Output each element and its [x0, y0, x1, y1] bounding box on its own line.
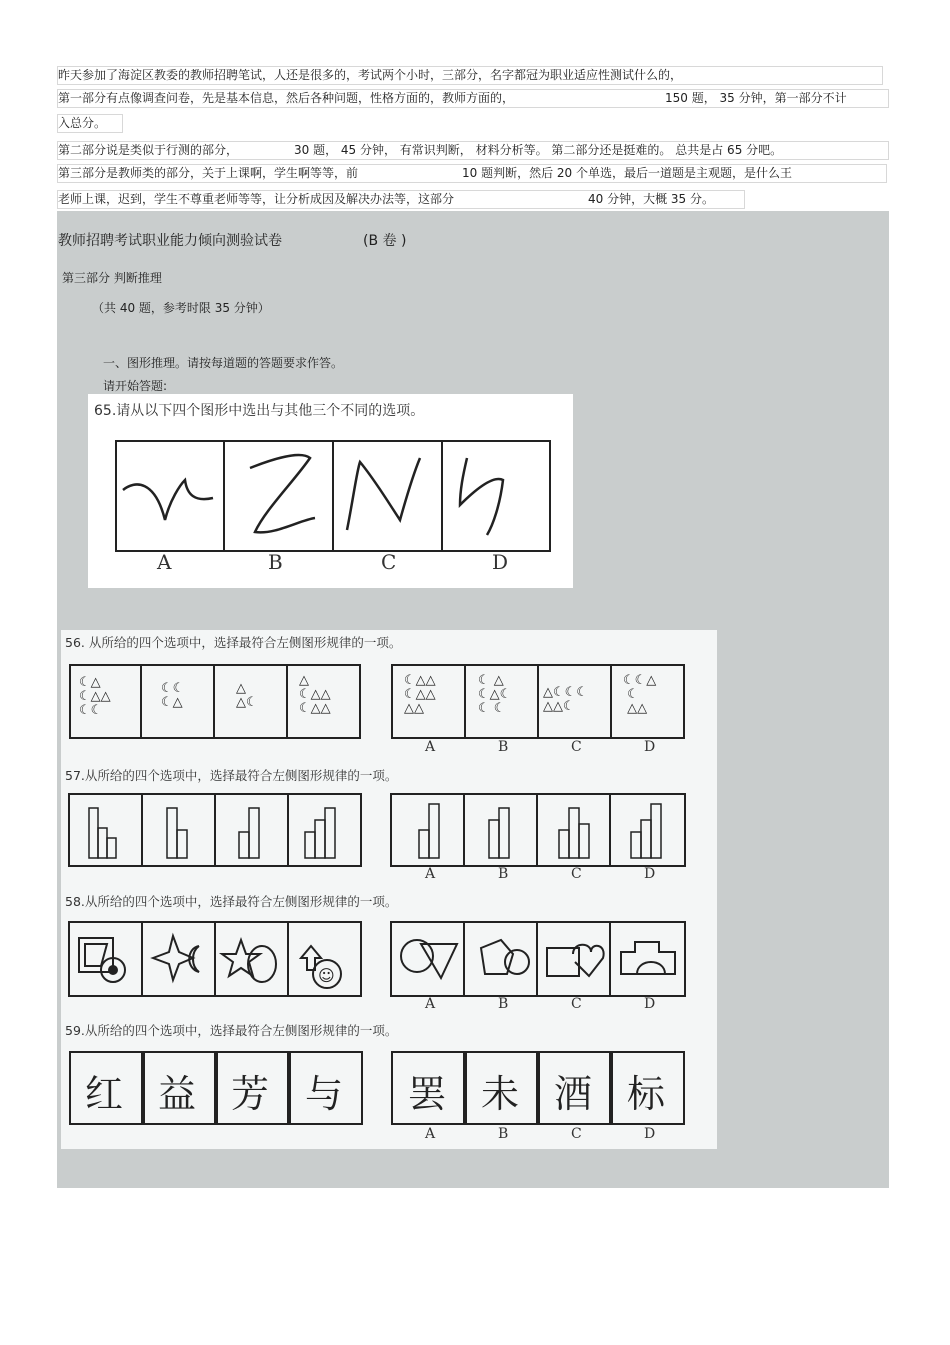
q57-bar: [249, 808, 259, 858]
q59-label-b: B: [498, 1126, 509, 1142]
q59-left-char-1: 红: [85, 1072, 124, 1116]
q56-left-symbols-3: △ △☾: [236, 681, 258, 710]
q57-bar: [559, 830, 569, 858]
instruction-text: 一、图形推理。请按每道题的答题要求作答。: [103, 356, 344, 370]
intro-line-5-a: 第三部分是教师类的部分，关于上课啊，学生啊等等，前: [58, 166, 359, 180]
q65-shapes: [115, 440, 551, 552]
q65-shape-c: [347, 458, 420, 530]
q59-left-divider-3: [287, 1051, 291, 1125]
q59-option-char-d: 标: [627, 1072, 666, 1116]
q65-shape-d: [460, 458, 503, 535]
q65-label-c: C: [381, 550, 397, 574]
intro-line-4-a: 第二部分说是类似于行测的部分，: [58, 143, 239, 157]
question-56-title: 56. 从所给的四个选项中，选择最符合左侧图形规律的一项。: [65, 635, 402, 650]
question-65-title: 65.请从以下四个图形中选出与其他三个不同的选项。: [94, 403, 425, 419]
intro-line-5: [57, 164, 887, 183]
q65-label-b: B: [268, 550, 283, 574]
question-65-figure: [88, 394, 573, 588]
q58-left-shape-2: [153, 936, 193, 980]
q58-face-icon: ☺: [318, 966, 335, 985]
q57-bar: [89, 808, 98, 858]
intro-line-4-b: 30 题， 45 分钟， 有常识判断， 材料分析等。 第二部分还是挺难的。 总共是占 65 分吧。: [294, 143, 783, 157]
intro-line-6: [57, 190, 745, 209]
intro-line-4: [57, 141, 889, 160]
question-57-title: 57.从所给的四个选项中，选择最符合左侧图形规律的一项。: [65, 768, 398, 783]
q57-bar: [631, 832, 641, 858]
q59-left-divider-2: [214, 1051, 218, 1125]
q57-bar: [305, 832, 315, 858]
exam-title: 教师招聘考试职业能力倾向测验试卷: [58, 233, 282, 249]
q57-bar: [167, 808, 177, 858]
q57-bar: [499, 808, 509, 858]
exam-version: (B 卷 ): [363, 233, 407, 249]
q57-bar: [489, 820, 499, 858]
q57-label-c: C: [571, 866, 582, 882]
intro-line-2-a: 第一部分有点像调查问卷，先是基本信息，然后各种问题，性格方面的，教师方面的，: [58, 91, 515, 105]
q58-option-shape-c: [547, 948, 579, 976]
q56-label-a: A: [425, 739, 436, 755]
q57-bar: [579, 824, 589, 858]
q56-left-symbols-1: ☾△ ☾△△ ☾☾: [79, 675, 111, 718]
q65-label-d: D: [492, 550, 509, 574]
intro-line-2: [57, 89, 889, 108]
q59-option-divider-1: [463, 1051, 467, 1125]
q57-bar: [569, 808, 579, 858]
q58-left-shape-3: [222, 940, 260, 976]
q59-left-divider-1: [141, 1051, 145, 1125]
q57-bar: [315, 820, 325, 858]
question-58-title: 58.从所给的四个选项中，选择最符合左侧图形规律的一项。: [65, 894, 398, 909]
intro-line-5-b: 10 题判断，然后 20 个单选，最后一道题是主观题，是什么王: [462, 166, 792, 180]
q65-shape-a: [123, 480, 213, 520]
q56-option-symbols-c: △☾☾☾ △△☾: [543, 685, 588, 714]
q59-label-d: D: [644, 1126, 656, 1142]
q59-option-char-c: 酒: [554, 1072, 593, 1116]
q57-bar: [177, 830, 187, 858]
q56-left-symbols-4: △ ☾△△ ☾△△: [299, 673, 331, 716]
q65-label-a: A: [157, 550, 172, 574]
intro-line-6-b: 40 分钟，大概 35 分。: [588, 192, 714, 206]
q59-left-char-2: 益: [158, 1072, 197, 1116]
intro-line-2-b: 150 题， 35 分钟，第一部分不计: [665, 91, 847, 105]
q58-label-d: D: [644, 996, 656, 1012]
q57-bar: [429, 804, 439, 858]
q56-option-symbols-d: ☾☾△ ☾ △△: [623, 673, 657, 716]
q58-label-c: C: [571, 996, 582, 1012]
q65-shape-b: [250, 455, 315, 532]
q58-label-a: A: [425, 996, 436, 1012]
q56-option-symbols-a: ☾△△ ☾△△ △△: [404, 673, 436, 716]
q57-label-b: B: [498, 866, 509, 882]
q56-option-symbols-b: ☾ △ ☾△☾ ☾ ☾: [478, 673, 512, 716]
q57-figures: [61, 790, 717, 870]
q59-option-char-b: 未: [481, 1072, 520, 1116]
question-59-title: 59.从所给的四个选项中，选择最符合左侧图形规律的一项。: [65, 1023, 398, 1038]
q57-label-d: D: [644, 866, 656, 882]
q58-label-b: B: [498, 996, 509, 1012]
intro-line-6-a: 老师上课，迟到，学生不尊重老师等等，让分析成因及解决办法等，这部分: [58, 192, 455, 206]
q57-bar: [419, 830, 429, 858]
q57-bar: [107, 838, 116, 858]
exam-panel: [57, 211, 889, 1188]
q56-label-c: C: [571, 739, 582, 755]
questions-56-59-figure: [61, 630, 717, 1149]
q59-option-divider-3: [609, 1051, 613, 1125]
q59-label-c: C: [571, 1126, 582, 1142]
q57-bar: [239, 832, 249, 858]
q59-option-divider-2: [536, 1051, 540, 1125]
q57-bar: [98, 828, 107, 858]
section-heading: 第三部分 判断推理: [62, 271, 162, 285]
q57-bar: [325, 808, 335, 858]
q56-label-b: B: [498, 739, 509, 755]
intro-line-1: 昨天参加了海淀区教委的教师招聘笔试，人还是很多的，考试两个小时，三部分，名字都冠为职业适应性测试什么的，: [57, 66, 883, 85]
q59-left-char-4: 与: [305, 1072, 344, 1116]
section-meta: （共 40 题，参考时限 35 分钟）: [92, 301, 270, 315]
q59-left-char-3: 芳: [231, 1072, 270, 1116]
q58-option-shape-d: [621, 942, 675, 974]
q59-option-char-a: 罢: [408, 1072, 447, 1116]
q59-label-a: A: [425, 1126, 436, 1142]
q56-left-symbols-2: ☾☾ ☾△: [161, 681, 185, 710]
q58-figures: [61, 918, 717, 1000]
intro-line-3: 入总分。: [57, 114, 123, 133]
q57-bar: [651, 804, 661, 858]
q56-label-d: D: [644, 739, 656, 755]
q57-bar: [641, 820, 651, 858]
q57-label-a: A: [425, 866, 436, 882]
start-text: 请开始答题:: [103, 379, 168, 393]
